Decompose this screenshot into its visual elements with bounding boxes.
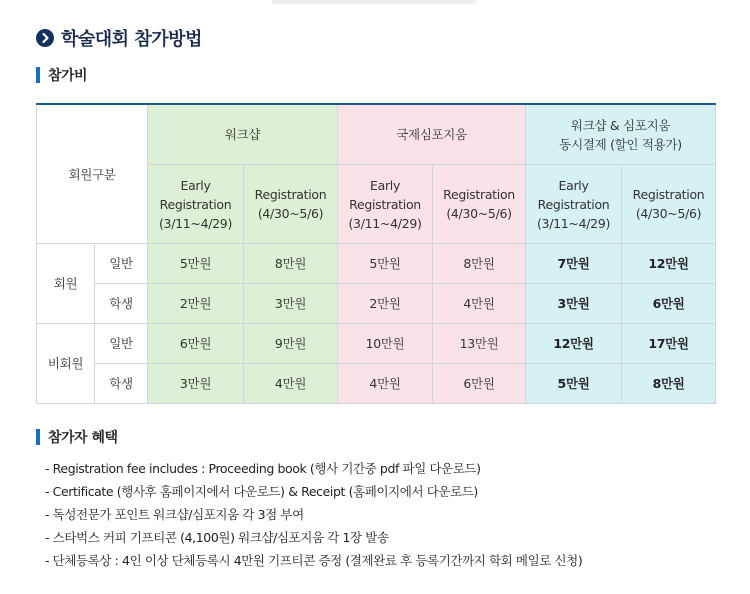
price-cell: 8만원: [433, 244, 526, 284]
price-cell: 7만원: [526, 244, 622, 284]
price-cell: 8만원: [244, 244, 338, 284]
price-cell: 10만원: [338, 324, 433, 364]
workshop-regular-header: Registration (4/30~5/6): [244, 165, 338, 244]
price-cell: 3만원: [244, 284, 338, 324]
benefits-list: [45, 457, 582, 572]
table-row: [37, 364, 716, 404]
price-cell: 4만원: [244, 364, 338, 404]
table-row: [37, 284, 716, 324]
symposium-header: 국제심포지움: [338, 104, 526, 165]
chevron-right-circle-icon: [36, 29, 54, 47]
price-cell: 2만원: [338, 284, 433, 324]
member-label: 회원: [37, 244, 95, 324]
fee-section-heading: [36, 66, 87, 84]
combined-early-header: Early Registration (3/11~4/29): [526, 165, 622, 244]
price-cell: 12만원: [526, 324, 622, 364]
combined-header: [526, 104, 716, 165]
list-item: - 스타벅스 커피 기프티콘 (4,100원) 워크샵/심포지움 각 1장 발송: [45, 530, 389, 545]
heading-marker: [36, 429, 40, 445]
heading-marker: [36, 67, 40, 83]
price-cell: 6만원: [148, 324, 244, 364]
price-cell: 13만원: [433, 324, 526, 364]
benefits-section-heading-text: 참가자 혜택: [48, 430, 118, 446]
symposium-early-header: Early Registration (3/11~4/29): [338, 165, 433, 244]
price-cell: 3만원: [526, 284, 622, 324]
price-cell: 3만원: [148, 364, 244, 404]
list-item: - Registration fee includes : Proceeding book (행사 기간중 pdf 파일 다운로드): [45, 461, 481, 476]
workshop-early-header: Early Registration (3/11~4/29): [148, 165, 244, 244]
list-item: - 독성전문가 포인트 워크샵/심포지움 각 3점 부여: [45, 507, 304, 522]
price-cell: 9만원: [244, 324, 338, 364]
fee-section-heading-text: 참가비: [48, 68, 88, 84]
price-cell: 5만원: [338, 244, 433, 284]
list-item: - 단체등록상 : 4인 이상 단체등록시 4만원 기프티콘 증정 (결제완료 후 등록기간까지 학회 메일로 신청): [45, 553, 583, 568]
general-label: 일반: [95, 244, 148, 284]
price-cell: 4만원: [338, 364, 433, 404]
student-label: 학생: [95, 284, 148, 324]
price-cell: 5만원: [526, 364, 622, 404]
student-label: 학생: [95, 364, 148, 404]
combined-header-line2: 동시결제 (할인 적용가): [559, 136, 682, 152]
price-cell: 17만원: [622, 324, 716, 364]
fee-table: [36, 103, 716, 404]
table-row: [37, 244, 716, 284]
benefits-section-heading: [36, 428, 118, 446]
table-row: [37, 324, 716, 364]
page-title-text: 학술대회 참가방법: [61, 29, 202, 50]
price-cell: 12만원: [622, 244, 716, 284]
workshop-header: 워크샵: [148, 104, 338, 165]
general-label: 일반: [95, 324, 148, 364]
combined-regular-header: Registration (4/30~5/6): [622, 165, 716, 244]
price-cell: 8만원: [622, 364, 716, 404]
member-type-header: 회원구분: [37, 104, 148, 244]
price-cell: 4만원: [433, 284, 526, 324]
price-cell: 6만원: [433, 364, 526, 404]
list-item: - Certificate (행사후 홈페이지에서 다운로드) & Receipt (홈페이지에서 다운로드): [45, 484, 478, 499]
page-title: [36, 26, 202, 50]
top-tab-indicator: [272, 0, 476, 4]
price-cell: 6만원: [622, 284, 716, 324]
symposium-regular-header: Registration (4/30~5/6): [433, 165, 526, 244]
price-cell: 5만원: [148, 244, 244, 284]
price-cell: 2만원: [148, 284, 244, 324]
nonmember-label: 비회원: [37, 324, 95, 404]
combined-header-line1: 워크샵 & 심포지움: [570, 117, 671, 133]
